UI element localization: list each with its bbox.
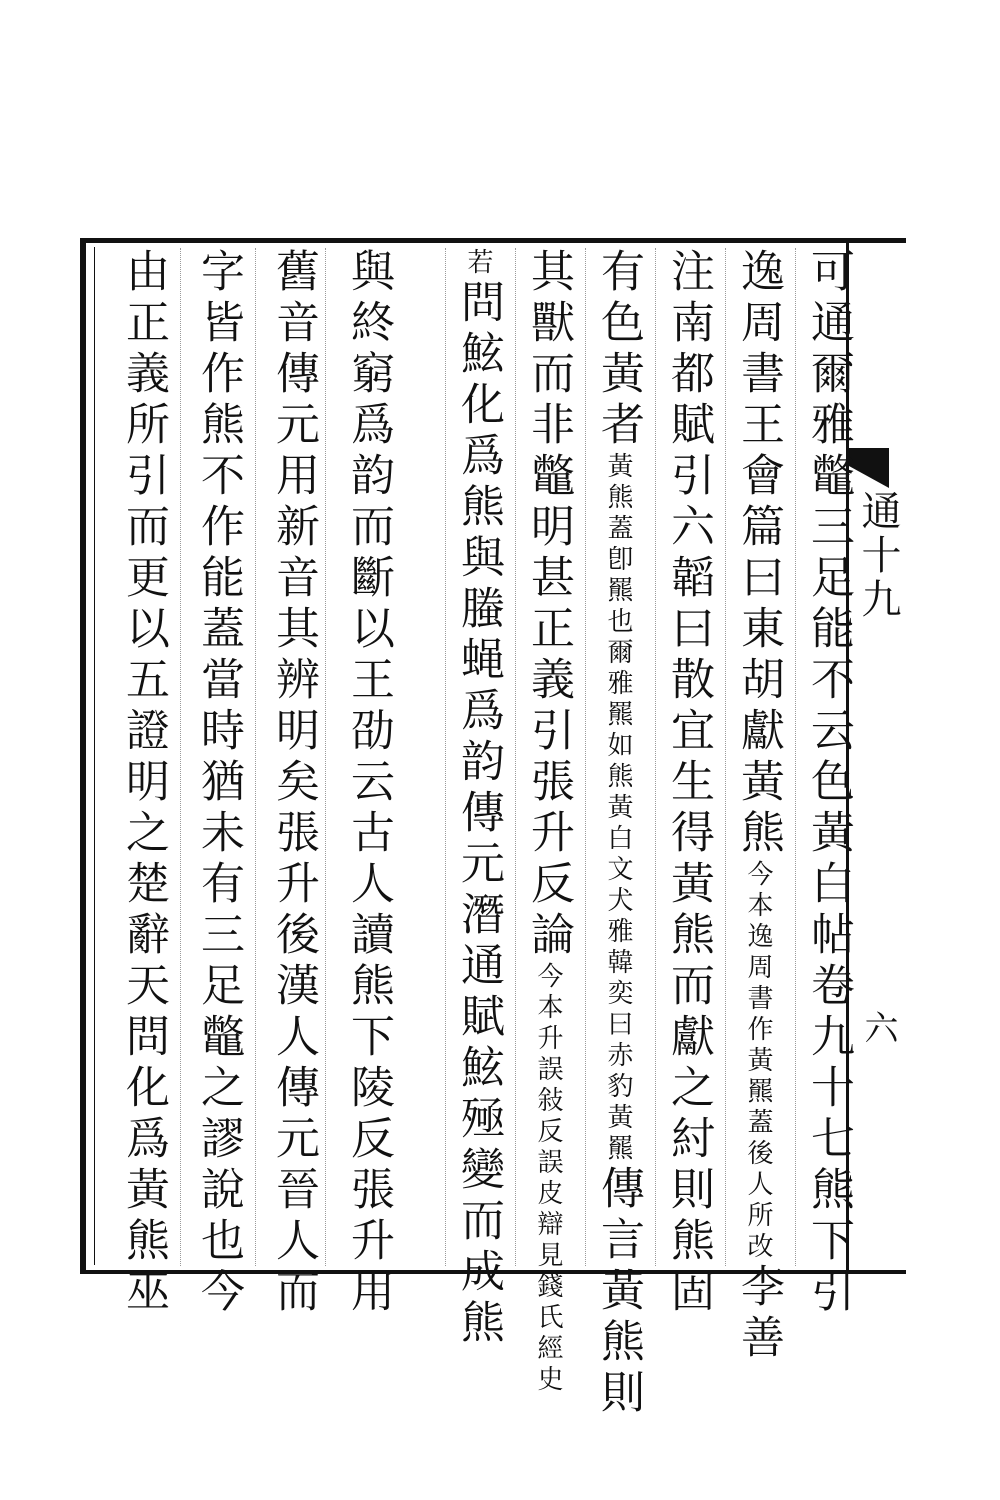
- column-text: 其獸而非鼈明甚正義引張升反論: [523, 248, 574, 962]
- text-column-9: [190, 248, 246, 1319]
- center-title: 通十九: [855, 490, 901, 622]
- column-text: 由正義所引而更以五證明之楚辭天問化爲黃熊巫: [118, 248, 169, 1319]
- column-rule: [255, 248, 256, 1266]
- commentary-note: 今本升誤敍反誤皮辯見錢氏經史: [533, 962, 563, 1396]
- commentary-note: 黃熊蓋卽羆也爾雅羆如熊黃白文犬雅韓奕曰赤豹黃羆: [603, 452, 633, 1165]
- text-column-10: [115, 248, 171, 1319]
- commentary-note: 今本逸周書作黃羆蓋後人所改: [743, 860, 773, 1263]
- column-rule: [655, 248, 656, 1266]
- column-text: 可通爾雅鼈三足能不云色黃白帖卷九十七熊下引: [803, 248, 854, 1319]
- text-column-8: [265, 248, 321, 1319]
- text-column-4: [590, 248, 646, 1420]
- column-prefix: 若: [463, 248, 493, 279]
- column-text: 字皆作熊不作能蓋當時猶未有三足鼈之謬說也今: [193, 248, 244, 1319]
- column-text-tail: 李善: [733, 1263, 784, 1365]
- column-text: 逸周書王會篇曰東胡獻黃熊: [733, 248, 784, 860]
- text-column-7: [340, 248, 396, 1319]
- column-rule: [515, 248, 516, 1266]
- column-text: 問鮌化爲熊與螣蝇爲韵傳元潛通賦鮌殛變而成熊: [453, 279, 504, 1350]
- column-rule: [325, 248, 326, 1266]
- text-column-2: [730, 248, 786, 1365]
- text-column-6: [450, 248, 506, 1350]
- text-column-5: [520, 248, 576, 1396]
- column-text: 舊音傳元用新音其辨明矣張升後漢人傳元晉人而: [268, 248, 319, 1319]
- column-text: 有色黃者: [593, 248, 644, 452]
- column-text: 與終窮爲韵而斷以王劭云古人讀熊下陵反張升用: [343, 248, 394, 1319]
- text-column-1: [800, 248, 856, 1319]
- column-text-tail: 傳言黃熊則: [593, 1165, 644, 1420]
- frame-inner-rule: [94, 247, 95, 1265]
- column-rule: [585, 248, 586, 1266]
- text-column-3: [660, 248, 716, 1319]
- folio-number: 六: [858, 1010, 898, 1044]
- column-rule: [795, 248, 796, 1266]
- column-rule: [725, 248, 726, 1266]
- column-rule: [445, 248, 446, 1266]
- column-text: 注南都賦引六韜曰散宜生得黃熊而獻之紂則熊固: [663, 248, 714, 1319]
- column-rule: [180, 248, 181, 1266]
